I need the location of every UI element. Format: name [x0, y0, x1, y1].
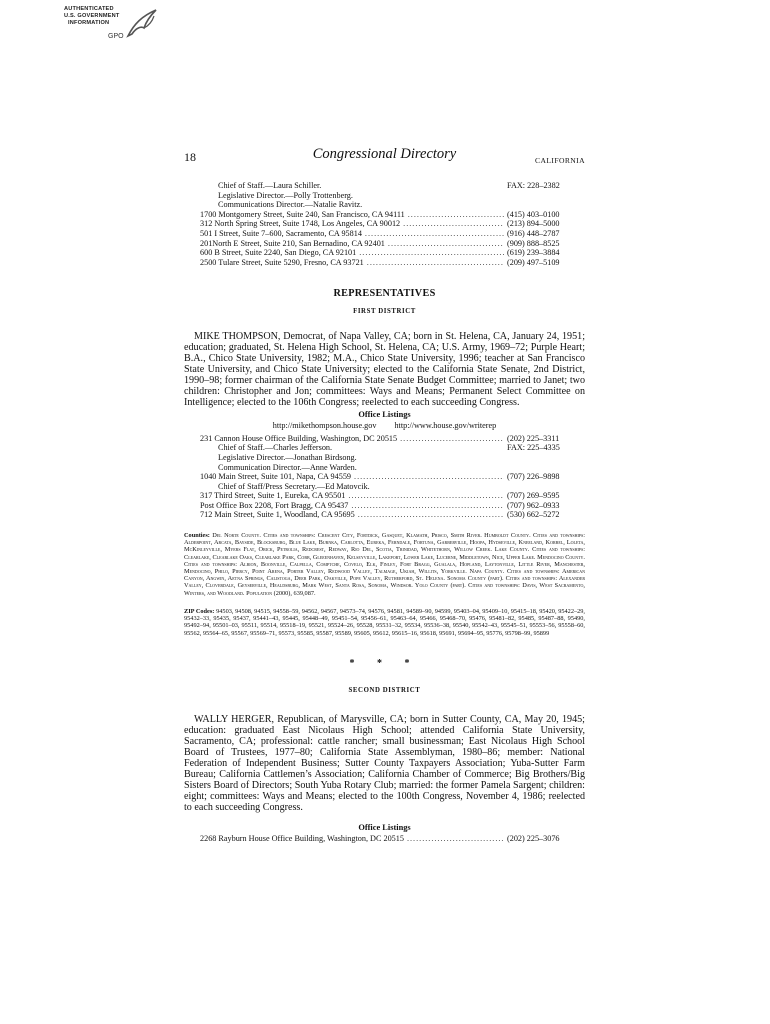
- press-secretary: Chief of Staff/Press Secretary.—Ed Matovcik.: [218, 481, 370, 491]
- member-biography: MIKE THOMPSON, Democrat, of Napa Valley, CA; born in St. Helena, CA, January 24, 1951; education; graduated, St. Helena High School, St. Helena, CA; U.S. Army, 1969–72; Purple Heart; B.A., Chico State University, 1982; M.A., Chico State University, 1996; teacher at San Francisco State University, and Chico State University; elected to the California State Senate, 2nd District, 1990–98; former chairman of the California State Senate Budget Committee; married to Janet; two children: Christopher and Jon; committees: Ways and Means; Permanent Select Committee on Intelligence; elected to the 106th Congress; reelected to each succeeding Congress.: [184, 330, 585, 408]
- zip-codes-text: 94503, 94508, 94515, 94558–59, 94562, 94567, 94573–74, 94576, 94581, 94589–90, 94599, 95403–04, 95409–10, 95415–18, 95420, 95422–29, 95432–33, 95435, 95437, 95441–43, 95445, 95448–49, 95451–54, 95456–61, 95463–64, 95466, 95468–70, 95476, 95481–82, 95485, 95487–88, 95490, 95492–94, 95501–03, 95511, 95514, 95518–19, 95521, 95524–26, 95528, 95531–32, 95534, 95536–38, 95540, 95542–43, 95545–51, 95553–56, 95558–60, 95562, 95564–65, 95567, 95569–71, 95573, 95585, 95587, 95589, 95605, 95612, 95615–16, 95618, 95691, 95694–95, 95776, 95798–99, 95899: [184, 607, 585, 637]
- page-header: [184, 146, 585, 170]
- office-row: [184, 510, 585, 520]
- office-address: 600 B Street, Suite 2240, San Diego, CA 92101: [200, 248, 357, 258]
- office-row: [184, 229, 585, 239]
- district-heading: SECOND DISTRICT: [348, 687, 421, 695]
- office-listings-heading: Office Listings: [358, 409, 411, 419]
- office-phone: (209) 497–5109: [507, 257, 560, 267]
- office-phone: (707) 226–9898: [507, 472, 560, 482]
- counties-paragraph: [184, 532, 585, 597]
- communication-director: Communication Director.—Anne Warden.: [218, 462, 357, 472]
- fax-number: FAX: 225–4335: [507, 443, 560, 453]
- office-address: 501 I Street, Suite 7–600, Sacramento, CA 95814: [200, 228, 362, 238]
- office-address: Post Office Box 2208, Fort Bragg, CA 95437: [200, 500, 349, 510]
- office-address: 201North E Street, Suite 210, San Bernadino, CA 92401: [200, 238, 385, 248]
- zip-codes-paragraph: [184, 608, 585, 637]
- directory-page: [184, 146, 585, 844]
- staff-row: [184, 443, 585, 453]
- member-website-link[interactable]: http://mikethompson.house.gov: [272, 421, 377, 431]
- section-separator: * * *: [349, 657, 420, 669]
- office-phone: (202) 225–3076: [507, 834, 560, 844]
- state-heading: CALIFORNIA: [535, 156, 585, 165]
- gpo-authentication-seal: [64, 6, 164, 44]
- counties-label: Counties:: [184, 532, 210, 540]
- office-address: 1700 Montgomery Street, Suite 240, San Francisco, CA 94111: [200, 209, 405, 219]
- office-row: [184, 491, 585, 501]
- leader-dots: [359, 248, 504, 258]
- office-row: [184, 434, 585, 444]
- leader-dots: [400, 434, 504, 444]
- seal-gpo-text: GPO: [108, 33, 124, 40]
- office-row: [184, 472, 585, 482]
- chief-of-staff: Chief of Staff.—Laura Schiller.: [218, 181, 322, 190]
- office-row: [184, 248, 585, 258]
- writerep-link[interactable]: http://www.house.gov/writerep: [394, 421, 497, 431]
- seal-line-1: AUTHENTICATED: [64, 6, 114, 12]
- seal-line-2: U.S. GOVERNMENT: [64, 13, 120, 19]
- district-heading: FIRST DISTRICT: [353, 307, 416, 315]
- office-phone: (202) 225–3311: [507, 433, 560, 443]
- office-row: [184, 501, 585, 511]
- counties-text: Del Norte County. Cities and townships: Crescent City, Fortdick, Gasquet, Klamath, Prisco, Smith River. Humboldt County. Cities and townships: Alderpoint, Arcata, Bayside, Blocksburg, Blue Lake, Burnka, Carlotta, Eureka, Ferndale, Fortuna, Garberville, Hoopa, Hydseville, Kneeland, Korbel, Loleta, McKinleyville, Myers Flat, Orick, Petrolia, Redcrest, Redway, Rio Del, Scotia, Trinidad, Whitethorn, Willow Creek. Lake County. Cities and townships: Clearlake, Clearlake Oaks, Clearlake Park, Cobb, Gleeenhaven, Kelseyville, Lakeport, Lower Lake, Lucerne, Middletown, Nice, Upper Lake. Mendocino County. Cities and townships: Albion, Boonville, Calpella, Comptche, Covelo, Elk, Finley, Fort Bragg, Gualala, Hopland, Laytonville, Little River, Manchester, Mendocino, Philo, Piercy, Point Arena, Porter Valley, Redwood Valley, Talmage, Ukiah, Willits, Yorkville. Napa County. Cities and townships: American Canyon, Angwin, Aetna Springs, Calistoga, Deer Park, Oakville, Pope Valley, Rutherford, St. Helena. Sonoma County (part). Cities and townships: Alexander Valley, Cloverdale, Geyserville, Healdsburg, Mark West, Santa Rosa, Sonoma, Windsor. Yolo County (part). Cities and townships: Davis, West Sacramento, Winters, and Woodland. Population (2000), 639,087.: [184, 532, 585, 597]
- leader-dots: [367, 258, 504, 268]
- senator-staff-block: [184, 181, 585, 267]
- office-phone: (909) 888–8525: [507, 238, 560, 248]
- office-address: 231 Cannon House Office Building, Washington, DC 20515: [200, 433, 398, 443]
- staff-row: [184, 181, 585, 191]
- chief-of-staff: Chief of Staff.—Charles Jefferson.: [218, 443, 333, 453]
- page-number: 18: [184, 150, 196, 164]
- leader-dots: [358, 510, 504, 520]
- office-address: 2500 Tulare Street, Suite 5290, Fresno, CA 93721: [200, 257, 364, 267]
- legislative-director: Legislative Director.—Polly Trottenberg.: [218, 190, 353, 200]
- eagle-icon: [124, 6, 160, 40]
- leader-dots: [365, 229, 504, 239]
- office-phone: (619) 239–3884: [507, 248, 560, 258]
- leader-dots: [403, 219, 504, 229]
- running-title: Congressional Directory: [312, 146, 457, 162]
- office-phone: (213) 894–5000: [507, 219, 560, 229]
- office-row: [184, 834, 585, 844]
- office-address: 317 Third Street, Suite 1, Eureka, CA 95501: [200, 491, 346, 501]
- office-row: [184, 210, 585, 220]
- zip-codes-label: ZIP Codes:: [184, 607, 215, 615]
- office-phone: (707) 962–0933: [507, 500, 560, 510]
- office-address: 2268 Rayburn House Office Building, Washington, DC 20515: [200, 834, 404, 844]
- office-row: [184, 219, 585, 229]
- leader-dots: [354, 472, 504, 482]
- office-phone: (707) 269–9595: [507, 491, 560, 501]
- leader-dots: [388, 239, 504, 249]
- office-address: 1040 Main Street, Suite 101, Napa, CA 94559: [200, 472, 352, 482]
- member-biography: WALLY HERGER, Republican, of Marysville, CA; born in Sutter County, CA, May 20, 1945; education: graduated East Nicolaus High School; attended California State University, Sacramento, CA; professional: cattle rancher; small businessman; East Nicolaus High School Board of Trustees, 1977–80; California State Assemblyman, 1980–86; member: National Federation of Independent Business; Sutter County Taxpayers Association; Yuba-Sutter Farm Bureau; California Cattlemen’s Association; California Chamber of Commerce; Big Brothers/Big Sisters Board of Directors; South Yuba Rotary Club; married: the former Pamela Sargent; children: eight; committees: Ways and Means; elected to the 100th Congress, November 4, 1986; reelected to each succeeding Congress.: [184, 713, 585, 813]
- office-listings-heading: Office Listings: [358, 822, 411, 832]
- leader-dots: [408, 210, 504, 220]
- office-row: [184, 258, 585, 268]
- leader-dots: [351, 501, 504, 511]
- office-phone: (530) 662–5272: [507, 510, 560, 520]
- office-row: [184, 239, 585, 249]
- member-urls: [184, 421, 585, 431]
- office-phone: (415) 403–0100: [507, 209, 560, 219]
- office-address: 712 Main Street, Suite 1, Woodland, CA 95695: [200, 510, 355, 520]
- fax-number: FAX: 228–2382: [507, 181, 560, 190]
- section-title: REPRESENTATIVES: [333, 288, 436, 300]
- seal-line-3: INFORMATION: [68, 20, 110, 26]
- legislative-director: Legislative Director.—Jonathan Birdsong.: [218, 452, 357, 462]
- office-phone: (916) 448–2787: [507, 228, 560, 238]
- office-address: 312 North Spring Street, Suite 1748, Los Angeles, CA 90012: [200, 219, 401, 229]
- leader-dots: [407, 834, 504, 844]
- leader-dots: [348, 491, 504, 501]
- communications-director: Communications Director.—Natalie Ravitz.: [218, 200, 363, 210]
